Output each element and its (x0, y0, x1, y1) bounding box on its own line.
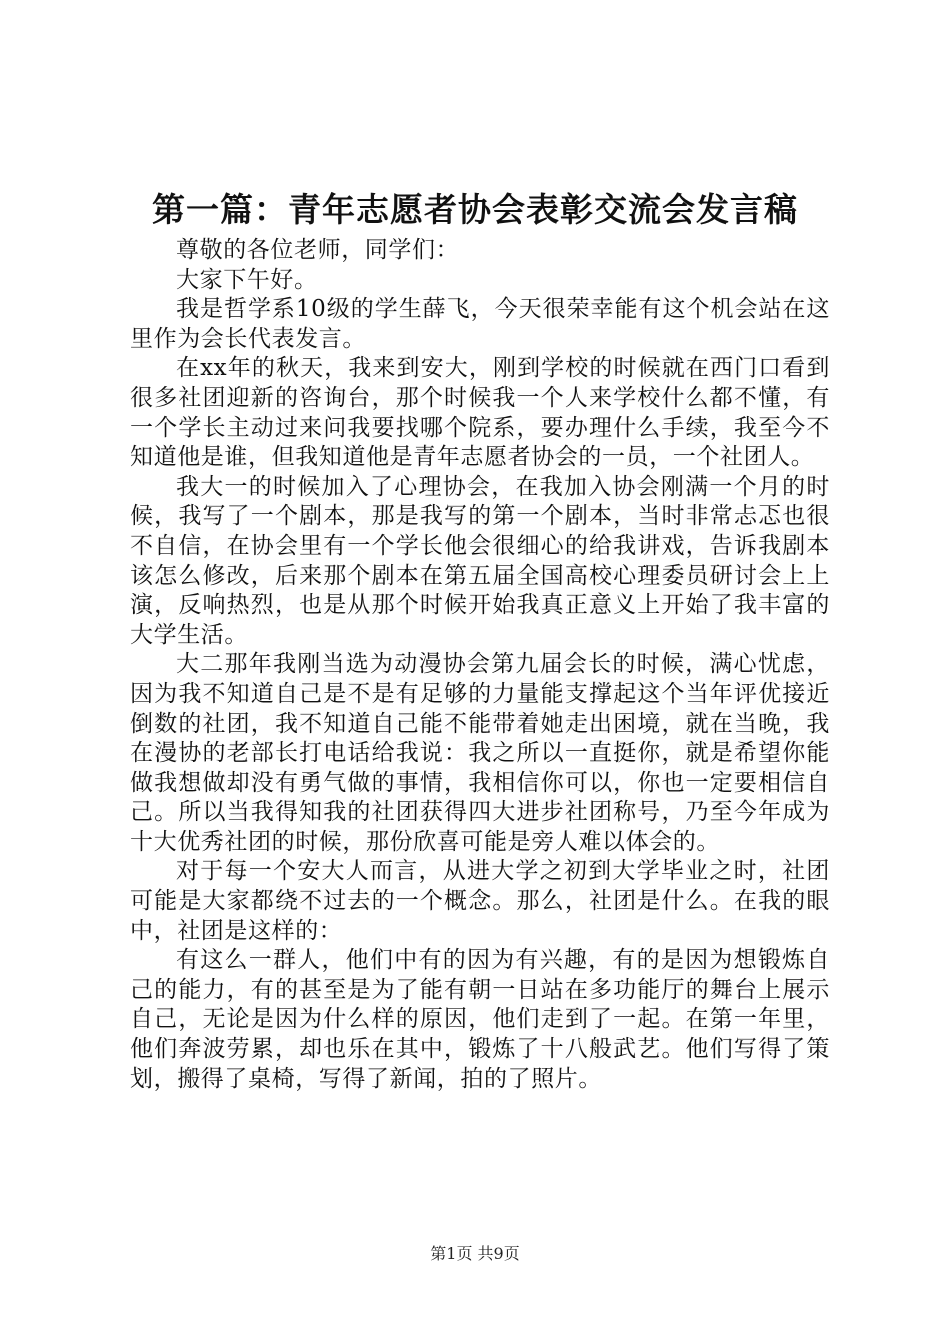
paragraph-introduction: 我是哲学系10级的学生薛飞，今天很荣幸能有这个机会站在这里作为会长代表发言。 (130, 296, 830, 352)
page-number-footer: 第1页 共9页 (430, 1244, 520, 1263)
paragraph-greeting: 大家下午好。 (176, 266, 318, 293)
paragraph-arrival: 在xx年的秋天，我来到安大，刚到学校的时候就在西门口看到很多社团迎新的咨询台，那个时候我一个人来学校什么都不懂，有一个学长主动过来问我要找哪个院系，要办理什么手续，我至今不知道他是谁，但我知道他是青年志愿者协会的一员，一个社团人。 (130, 355, 830, 471)
paragraph-club-members: 有这么一群人，他们中有的因为有兴趣，有的是因为想锻炼自己的能力，有的甚至是为了能有朝一日站在多功能厅的舞台上展示自己，无论是因为什么样的原因，他们走到了一起。在第一年里，他们奔波劳累，却也乐在其中，锻炼了十八般武艺。他们写得了策划，搬得了桌椅，写得了新闻，拍的了照片。 (130, 947, 830, 1092)
document-body (130, 236, 830, 1094)
paragraph-psychology-club: 我大一的时候加入了心理协会，在我加入协会刚满一个月的时候，我写了一个剧本，那是我写的第一个剧本，当时非常忐忑也很不自信，在协会里有一个学长他会很细心的给我讲戏，告诉我剧本该怎么修改，后来那个剧本在第五届全国高校心理委员研讨会上上演，反响热烈，也是从那个时候开始我真正意义上开始了我丰富的大学生活。 (130, 473, 830, 648)
document-title: 第一篇：青年志愿者协会表彰交流会发言稿 (152, 190, 798, 229)
paragraph-anime-club: 大二那年我刚当选为动漫协会第九届会长的时候，满心忧虑，因为我不知道自己是不是有足够的力量能支撑起这个当年评优接近倒数的社团，我不知道自己能不能带着她走出困境，就在当晚，我在漫协的老部长打电话给我说：我之所以一直挺你，就是希望你能做我想做却没有勇气做的事情，我相信你可以，你也一定要相信自己。所以当我得知我的社团获得四大进步社团称号，乃至今年成为十大优秀社团的时候，那份欣喜可能是旁人难以体会的。 (130, 651, 830, 855)
paragraph-club-concept: 对于每一个安大人而言，从进大学之初到大学毕业之时，社团可能是大家都绕不过去的一个概念。那么，社团是什么。在我的眼中，社团是这样的： (130, 858, 830, 944)
paragraph-salutation: 尊敬的各位老师，同学们： (176, 237, 460, 263)
